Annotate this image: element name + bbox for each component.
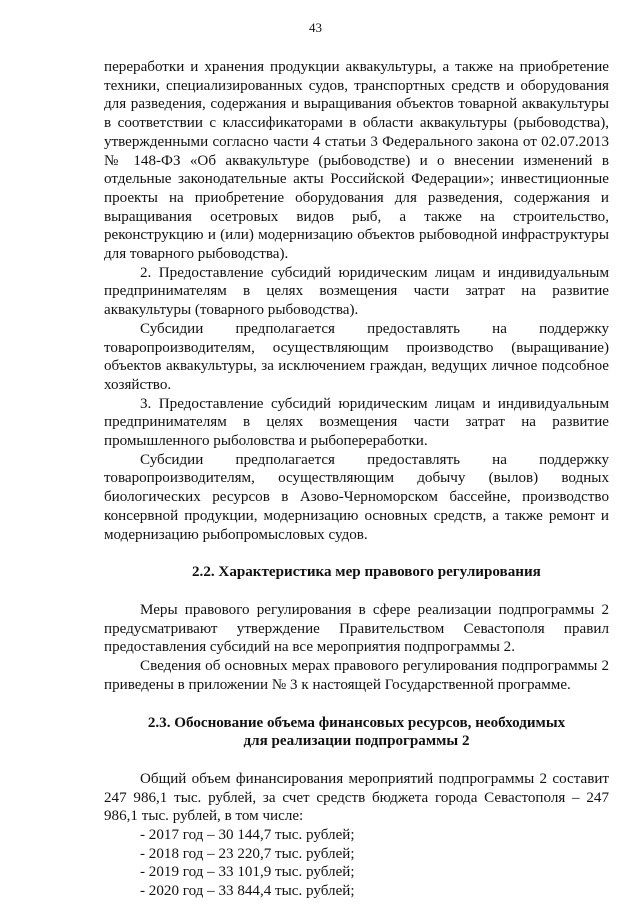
paragraph: переработки и хранения продукции аквакультуры, а также на приобретение техники, специализированных судов, транспортных средств и оборудования для разведения, содержания и выращивания объектов товарной аквакультуры в соответствии с классификаторами в области аквакультуры (рыбоводства), утвержденными согласно части 4 статьи 3 Федерального закона от 02.07.2013 № 148-ФЗ «Об аквакультуре (рыбоводстве) и о внесении изменений в отдельные законодательные акты Российской Федерации»; инвестиционные проекты на приобретение оборудования для разведения, содержания и выращивания осетровых видов рыб, а также на строительство, реконструкцию и (или) модернизацию объектов рыбоводной инфраструктуры для товарного рыбоводства).	[104, 59, 609, 263]
page-content	[104, 58, 609, 901]
list-item: - 2018 год – 23 220,7 тыс. рублей;	[140, 845, 355, 862]
paragraph: Субсидии предполагается предоставлять на поддержку товаропроизводителям, осуществляющим производство (выращивание) объектов аквакультуры, за исключением граждан, ведущих личное подсобное хозяйство.	[104, 320, 609, 393]
paragraph: Субсидии предполагается предоставлять на поддержку товаропроизводителям, осуществляющим добычу (вылов) водных биологических ресурсов в Азово-Черноморском бассейне, производство консервной продукции, модернизацию основных средств, а также ремонт и модернизацию рыбопромысловых судов.	[104, 451, 609, 543]
paragraph: 2. Предоставление субсидий юридическим лицам и индивидуальным предпринимателям в целях возмещения части затрат на развитие аквакультуры (товарного рыбоводства).	[104, 264, 609, 319]
list-item: - 2019 год – 33 101,9 тыс. рублей;	[140, 864, 355, 881]
section-heading: 2.2. Характеристика мер правового регулирования	[192, 564, 541, 581]
funding-by-year-list	[104, 826, 609, 901]
paragraph: Меры правового регулирования в сфере реализации подпрограммы 2 предусматривают утверждение Правительством Севастополя правил предоставления субсидий на все мероприятия подпрограммы 2.	[104, 601, 609, 656]
section-heading-line: 2.3. Обоснование объема финансовых ресурсов, необходимых	[147, 714, 566, 731]
list-item: - 2017 год – 30 144,7 тыс. рублей;	[140, 827, 355, 844]
paragraph: 3. Предоставление субсидий юридическим лицам и индивидуальным предпринимателям в целях возмещения части затрат на развитие промышленного рыболовства и рыбопереработки.	[104, 395, 609, 450]
paragraph: Сведения об основных мерах правового регулирования подпрограммы 2 приведены в приложении № 3 к настоящей Государственной программе.	[104, 658, 609, 693]
page-number: 43	[309, 20, 322, 35]
section-heading	[104, 714, 609, 751]
section-heading-line: для реализации подпрограммы 2	[243, 733, 470, 750]
list-item: - 2020 год – 33 844,4 тыс. рублей;	[140, 883, 355, 900]
paragraph: Общий объем финансирования мероприятий подпрограммы 2 составит 247 986,1 тыс. рублей, за счет средств бюджета города Севастополя – 247 986,1 тыс. рублей, в том числе:	[104, 770, 609, 825]
